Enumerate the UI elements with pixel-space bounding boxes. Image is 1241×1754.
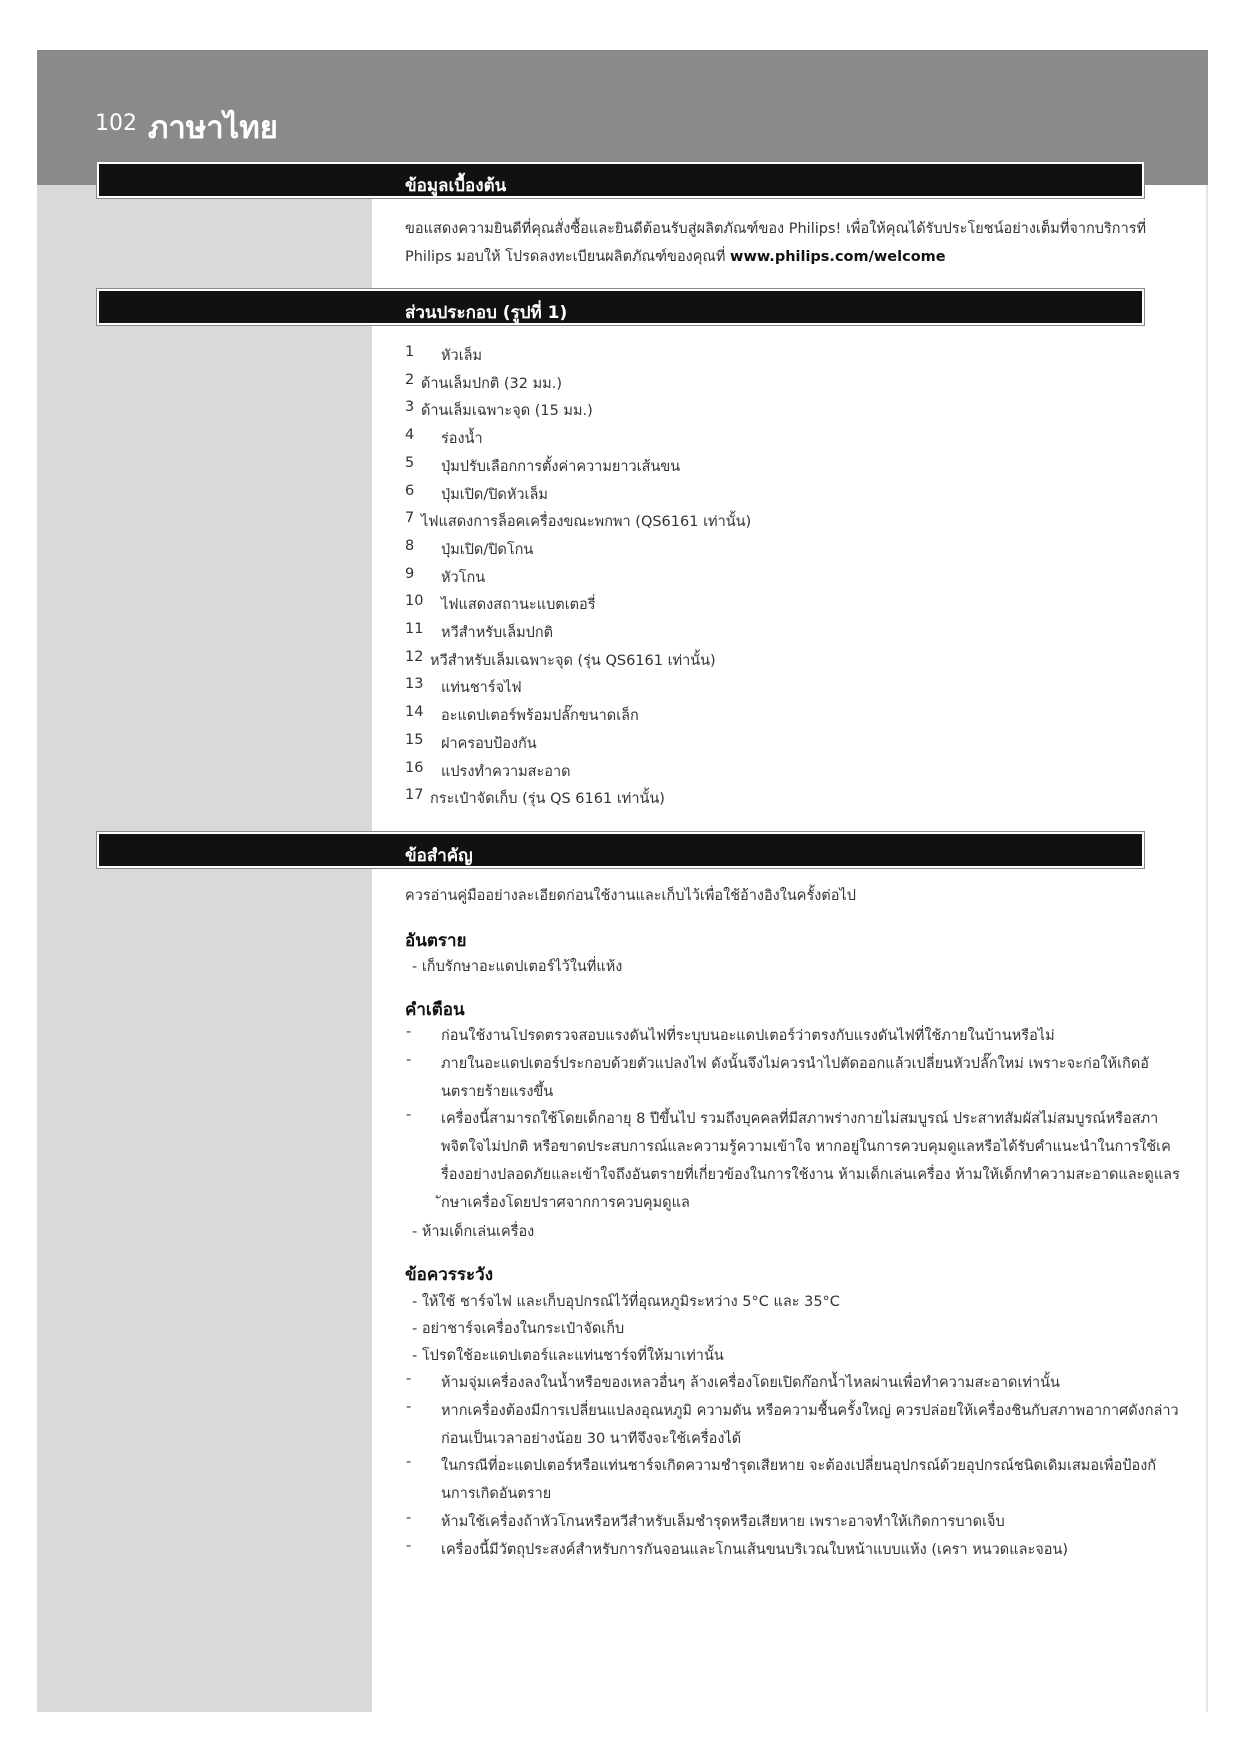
parts-item-label: อะแดปเตอร์พร้อมปลั๊กขนาดเล็ก [441,708,639,725]
page-language-title: ภาษาไทย [148,110,278,146]
parts-item-label: หัวเล็ม [441,348,483,364]
danger-item: - เก็บรักษาอะแดปเตอร์ไว้ในที่แห้ง [412,959,623,975]
parts-item-number: 17 [405,787,424,804]
warning-heading: คำเตือน [405,1000,465,1020]
warning-item-line: นตรายร้ายแรงขึ้น [441,1083,554,1100]
parts-item-number: 14 [405,704,424,721]
caution-dash: - [406,1510,412,1526]
warning-dash: - [406,1107,412,1124]
parts-item-label: ปุ่มเปิด/ปิดหัวเล็ม [441,486,548,503]
parts-item-label: หวีสำหรับเล็มปกติ [441,625,554,641]
parts-item-label: แปรงทำความสะอาด [441,763,571,780]
parts-item-number: 3 [405,399,415,416]
parts-item-number: 10 [405,593,424,610]
intro-line-1: ขอแสดงความยินดีที่คุณสั่งซื้อและยินดีต้อนรับสู่ผลิตภัณฑ์ของ Philips! เพื่อให้คุณได้รับประโยชน์อย่างเต็มที่จากบริการที่ [405,221,1147,237]
parts-item-label: ด้านเล็มเฉพาะจุด (15 มม.) [421,403,593,420]
section-bar-intro [97,162,1144,198]
parts-item-number: 15 [405,731,424,748]
warning-item-line: พจิตใจไม่ปกติ หรือขาดประสบการณ์และความรู้ความเข้าใจ หากอยู่ในการควบคุมดูแลหรือได้รับคำแนะนำในการใช้เค [441,1139,1171,1156]
parts-item-number: 1 [405,344,415,360]
section-title-intro: ข้อมูลเบื้องต้น [405,176,507,196]
caution-item-line: หากเครื่องต้องมีการเปลี่ยนแปลงอุณหภูมิ ความดัน หรือความชื้นครั้งใหญ่ ควรปล่อยให้เครื่องชินกับสภาพอากาศดังกล่าว [441,1402,1179,1419]
section-title-important: ข้อสำคัญ [405,846,473,866]
section-title-parts: ส่วนประกอบ (รูปที่ 1) [405,303,568,323]
caution-dash: - [406,1371,412,1387]
warning-item-line: ก่อนใช้งานโปรดตรวจสอบแรงดันไฟที่ระบุบนอะแดปเตอร์ว่าตรงกับแรงดันไฟที่ใช้ภายในบ้านหรือไม่ [441,1028,1055,1044]
page-number: 102 [95,111,137,136]
parts-item-label: หัวโกน [441,569,486,586]
caution-item-line: ห้ามใช้เครื่องถ้าหัวโกนหรือหวีสำหรับเล็มชำรุดหรือเสียหาย เพราะอาจทำให้เกิดการบาดเจ็บ [441,1514,1005,1530]
parts-item-label: แท่นชาร์จไฟ [441,680,522,697]
parts-item-label: ฝาครอบป้องกัน [441,735,537,752]
danger-heading: อันตราย [405,931,467,951]
caution-dash: - [406,1537,412,1554]
warning-item-line: ภายในอะแดปเตอร์ประกอบด้วยตัวแปลงไฟ ดังนั้นจึงไม่ควรนำไปตัดออกแล้วเปลี่ยนหัวปลั๊กใหม่ เพราะจะก่อให้เกิดอั [441,1055,1149,1072]
parts-item-label: หวีสำหรับเล็มเฉพาะจุด (รุ่น QS6161 เท่านั้น) [430,652,716,669]
parts-item-number: 4 [405,427,415,444]
warning-item-line: ักษาเครื่องโดยปราศจากการควบคุมดูแล [441,1194,690,1211]
parts-item-label: ด้านเล็มปกติ (32 มม.) [421,375,562,392]
parts-item-number: 11 [405,621,424,637]
warning-dash: - [406,1051,412,1068]
caution-item-line: นการเกิดอันตราย [441,1486,552,1503]
caution-item-line: ในกรณีที่อะแดปเตอร์หรือแท่นชาร์จเกิดความชำรุดเสียหาย จะต้องเปลี่ยนอุปกรณ์ด้วยอุปกรณ์ชนิดเดิมเสมอเพื่อป้องกั [441,1458,1157,1475]
caution-dash: - [406,1454,412,1471]
caution-item-line: เครื่องนี้มีวัตถุประสงค์สำหรับการกันจอนและโกนเส้นขนบริเวณใบหน้าแบบแห้ง (เครา หนวดและจอน) [441,1541,1069,1558]
warning-tail: - ห้ามเด็กเล่นเครื่อง [412,1224,535,1240]
caution-heading: ข้อควรระวัง [405,1265,493,1285]
warning-dash: - [406,1024,412,1040]
caution-short-1: - ให้ใช้ ชาร์จไฟ และเก็บอุปกรณ์ไว้ที่อุณหภูมิระหว่าง 5°C และ 35°C [412,1294,840,1310]
parts-item-label: ไฟแสดงการล็อคเครื่องขณะพกพา (QS6161 เท่านั้น) [421,514,752,531]
parts-item-number: 16 [405,759,424,776]
intro-line-2-text: Philips มอบให้ โปรดลงทะเบียนผลิตภัณฑ์ของคุณที่ [405,249,731,265]
parts-item-number: 9 [405,565,415,582]
parts-item-label: กระเป๋าจัดเก็บ (รุ่น QS 6161 เท่านั้น) [430,791,665,808]
parts-item-number: 7 [405,510,415,527]
parts-item-label: ปุ่มปรับเลือกการตั้งค่าความยาวเส้นขน [441,458,681,475]
warning-item-line: รื่องอย่างปลอดภัยและเข้าใจถึงอันตรายที่เกี่ยวข้องในการใช้งาน ห้ามเด็กเล่นเครื่อง ห้ามให้เด็กทำความสะอาดและดูแลร [441,1167,1180,1183]
intro-line-2 [405,245,946,268]
parts-item-number: 12 [405,648,424,665]
caution-short-2: - อย่าชาร์จเครื่องในกระเป๋าจัดเก็บ [412,1321,625,1337]
caution-item-line: ห้ามจุ่มเครื่องลงในน้ำหรือของเหลวอื่นๆ ล้างเครื่องโดยเปิดก๊อกน้ำไหลผ่านเพื่อทำความสะอาดเท่านั้น [441,1375,1060,1391]
left-margin-column [37,185,372,1712]
section-bar-important [97,832,1144,868]
caution-short-3: - โปรดใช้อะแดปเตอร์และแท่นชาร์จที่ให้มาเท่านั้น [412,1348,724,1364]
section-bar-parts [97,289,1144,325]
parts-item-number: 8 [405,537,415,554]
right-margin-line [1206,185,1208,1712]
parts-item-number: 5 [405,454,415,471]
parts-item-number: 13 [405,676,424,693]
caution-dash: - [406,1398,412,1415]
caution-item-line: ก่อนเป็นเวลาอย่างน้อย 30 นาทีจึงจะใช้เครื่องได้ [441,1430,742,1447]
warning-item-line: เครื่องนี้สามารถใช้โดยเด็กอายุ 8 ปีขึ้นไป รวมถึงบุคคลที่มีสภาพร่างกายไม่สมบูรณ์ ประสาทสัมผัสไม่สมบูรณ์หรือสภา [441,1111,1159,1128]
parts-item-label: ไฟแสดงสถานะแบตเตอรี่ [441,597,596,614]
parts-item-label: ปุ่มเปิด/ปิดโกน [441,541,534,558]
parts-item-number: 2 [405,371,415,388]
parts-item-number: 6 [405,482,415,499]
intro-url: www.philips.com/welcome [730,249,946,265]
parts-item-label: ร่องน้ำ [441,431,483,448]
important-intro: ควรอ่านคู่มืออย่างละเอียดก่อนใช้งานและเก็บไว้เพื่อใช้อ้างอิงในครั้งต่อไป [405,888,856,904]
